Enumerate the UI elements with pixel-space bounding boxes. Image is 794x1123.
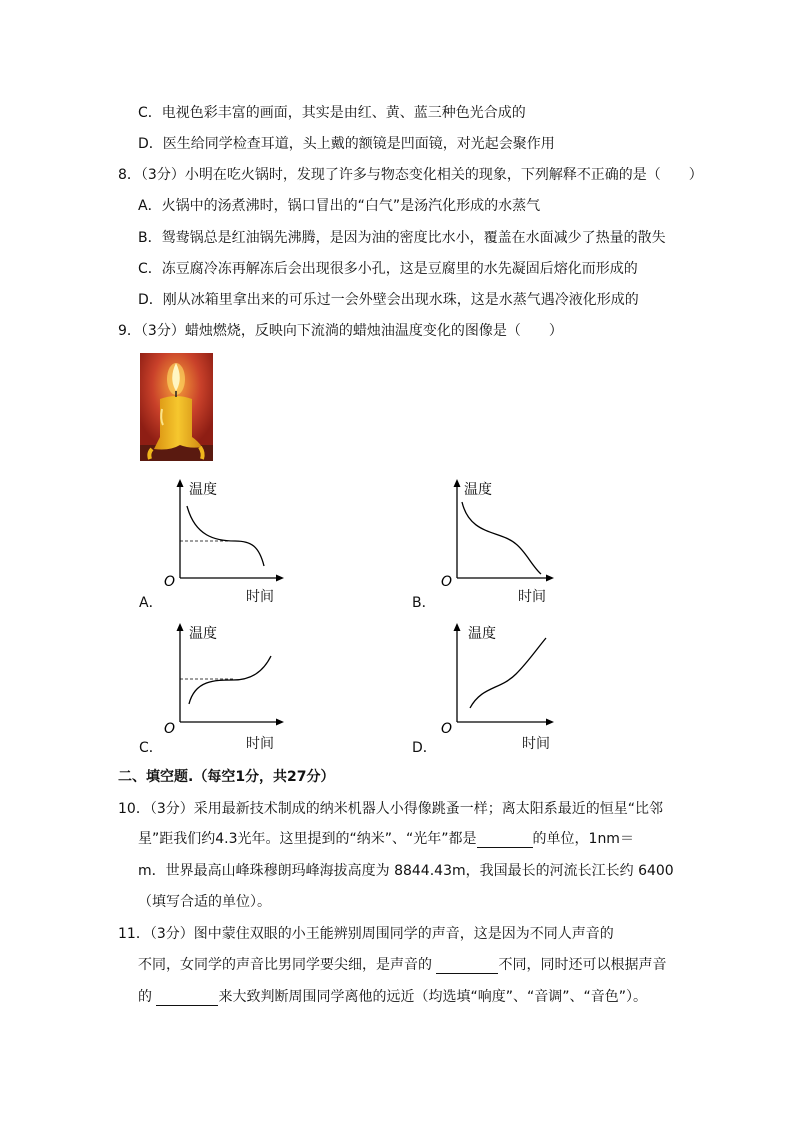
option-c-tv: C．电视色彩丰富的画面，其实是由红、黄、蓝三种色光合成的 <box>138 105 526 121</box>
question-11-text-b: 不同，同时还可以根据声音 <box>498 957 667 973</box>
question-10-line-2 <box>138 830 634 848</box>
graph-b-y-label: 温度 <box>464 482 492 498</box>
candle-image <box>140 353 213 461</box>
graph-b <box>432 478 557 590</box>
question-10-line-4: （填写合适的单位）。 <box>138 894 271 910</box>
graph-a-x-label: 时间 <box>246 589 274 605</box>
graph-d-y-label: 温度 <box>468 626 496 642</box>
graph-a-origin: O <box>164 574 176 590</box>
question-10-text-b: 的单位，1nm＝ <box>532 831 634 847</box>
option-d-label: D． <box>412 740 437 756</box>
question-8-option-a: A．火锅中的汤煮沸时，锅口冒出的“白气”是汤汽化形成的水蒸气 <box>138 198 541 214</box>
option-d-doctor: D．医生给同学检查耳道，头上戴的额镜是凹面镜，对光起会聚作用 <box>138 136 555 152</box>
option-c-label: C． <box>139 740 163 756</box>
question-9: 9．（3分）蜡烛燃烧，反映向下流淌的蜡烛油温度变化的图像是（ ） <box>118 323 563 339</box>
option-b-label: B． <box>412 595 436 611</box>
question-10-line-3: m．世界最高山峰珠穆朗玛峰海拔高度为 8844.43m，我国最长的河流长江长约 6400 <box>138 863 674 879</box>
question-11-line-1: 11．（3分）图中蒙住双眼的小王能辨别周围同学的声音，这是因为不同人声音的 <box>118 926 614 942</box>
graph-b-origin: O <box>441 574 453 590</box>
option-a-label: A． <box>139 595 163 611</box>
question-8-option-d: D．刚从冰箱里拿出来的可乐过一会外壁会出现水珠，这是水蒸气遇冷液化形成的 <box>138 292 639 308</box>
graph-c-origin: O <box>164 721 176 734</box>
graph-a-y-label: 温度 <box>189 482 217 498</box>
graph-c-x-label: 时间 <box>246 736 274 752</box>
answer-blank-pitch[interactable] <box>436 959 498 974</box>
graph-c-y-label: 温度 <box>189 626 217 642</box>
graph-d <box>432 622 557 734</box>
question-8-option-b: B．鸳鸯锅总是红油锅先沸腾，是因为油的密度比水小，覆盖在水面减少了热量的散失 <box>138 230 666 246</box>
question-11-text-d: 来大致判断周围同学离他的远近（均选填“响度”、“音调”、“音色”）。 <box>218 989 647 1005</box>
answer-blank-unit[interactable] <box>477 833 533 848</box>
question-11-line-3 <box>138 988 647 1006</box>
graph-b-x-label: 时间 <box>518 589 546 605</box>
question-8-option-c: C．冻豆腐冷冻再解冻后会出现很多小孔，这是豆腐里的水先凝固后熔化而形成的 <box>138 261 638 277</box>
question-11-text-c: 的 <box>138 989 152 1005</box>
section-2-title: 二、填空题.（每空1分，共27分） <box>118 769 335 785</box>
graph-d-x-label: 时间 <box>522 736 550 752</box>
question-10-line-1: 10．（3分）采用最新技术制成的纳米机器人小得像跳蚤一样；离太阳系最近的恒星“比邻 <box>118 801 663 817</box>
question-8: 8．（3分）小明在吃火锅时，发现了许多与物态变化相关的现象，下列解释不正确的是（ ） <box>118 167 703 183</box>
graph-a <box>155 478 285 590</box>
graph-d-origin: O <box>441 721 453 734</box>
answer-blank-loudness[interactable] <box>156 991 218 1006</box>
question-11-text-a: 不同，女同学的声音比男同学要尖细，是声音的 <box>138 957 432 973</box>
question-10-text-a: 星”距我们约4.3光年。这里提到的“纳米”、“光年”都是 <box>138 831 477 847</box>
graph-c <box>155 622 285 734</box>
question-11-line-2 <box>138 956 666 974</box>
